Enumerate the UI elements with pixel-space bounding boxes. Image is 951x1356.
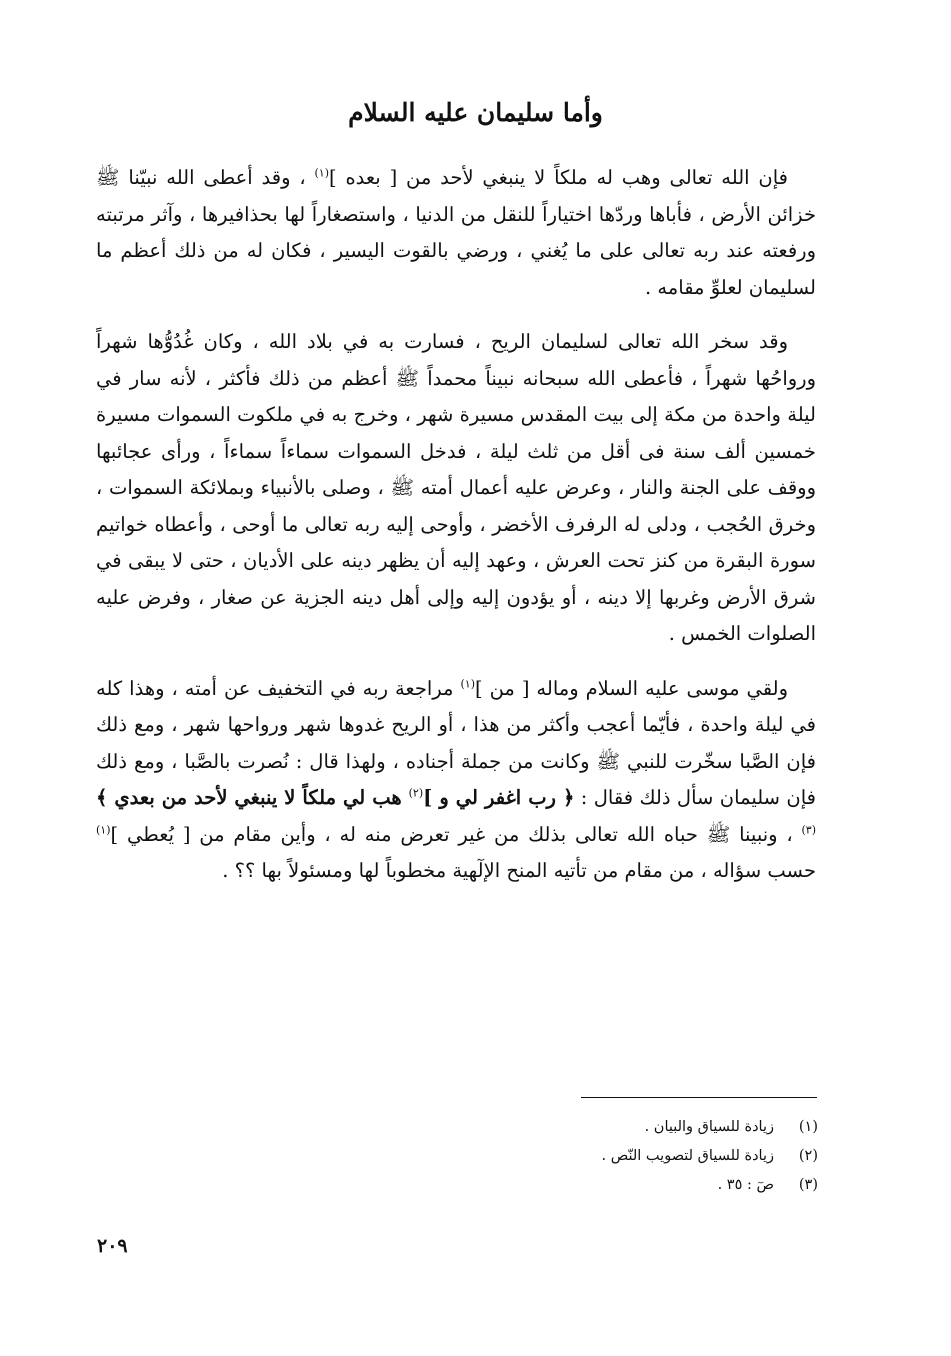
footnote-ref-3: (٣) [801,823,816,836]
footnote-item [420,1142,818,1171]
paragraph-3-part-a: ولقي موسى عليه السلام وماله [ من ] [475,676,789,700]
footnote-ref-2: (٢) [408,786,424,800]
footnote-divider [581,1097,817,1098]
paragraph-3-part-e: ، ونبينا ﷺ حباه الله تعالى بذلك من غير تعرض منه له ، وأين مقام من [ يُعطي ] [110,822,802,846]
paragraph-1-part-b: ، وقد أعطى الله نبيّنا ﷺ خزائن الأرض ، فأباها وردّها اختياراً للنقل من الدنيا ، واستصغاراً لها بحذافيرها ، وآثر مرتبته ورفعته عند ربه تعالى على ما يُغني ، ورضي بالقوت اليسير ، فكان له من ذلك أعظم ما لسليمان لعلوِّ مقامه . [96,166,816,299]
footnote-number: (١) [798,1119,818,1135]
quran-quote-start: ﴿ رب اغفر لي و ] [423,786,575,809]
paragraph-1 [96,160,816,306]
footnote-ref-1: (١) [314,166,329,180]
quran-quote-end: هب لي ملكاً لا ينبغي لأحد من بعدي ﴾ [96,786,409,809]
paragraph-3 [96,671,816,890]
paragraph-3-part-f: حسب سؤاله ، من مقام من تأتيه المنح الإلٓهية مخطوباً لها ومسئولاً بها ؟؟ . [222,859,816,882]
footnote-item [420,1113,818,1142]
footnote-ref-1b: (١) [460,677,475,690]
paragraph-2: وقد سخر الله تعالى لسليمان الريح ، فسارت به في بلاد الله ، وكان غُدُوُّها شهراً ورواحُها شهراً ، فأعطى الله سبحانه نبيناً محمداً ﷺ أعظم من ذلك فأكثر ، لأنه سار في ليلة واحدة من مكة إلى بيت المقدس مسيرة شهر ، وخرج به في ملكوت السموات مسيرة خمسين ألف سنة فى أقل من ثلث ليلة ، فدخل السموات سماءاً سماءاً ، ورأى عجائبها ووقف على الجنة والنار ، وعرض عليه أعمال أمته ﷺ ، وصلى بالأنبياء وبملائكة السموات ، وخرق الحُجب ، ودلى له الرفرف الأخضر ، وأوحى إليه ربه تعالى ما أوحى ، وأعطاه خواتيم سورة البقرة من كنز تحت العرش ، وعهد إليه أن يظهر دينه على الأديان ، حتى لا يبقى في شرق الأرض وغربها إلا دينه ، أو يؤدون إليه وإلى أهل دينه الجزية عن صغار ، وفرض عليه الصلوات الخمس . [96,330,816,645]
paragraph-1-part-a: فإن الله تعالى وهب له ملكاً لا ينبغي لأحد من [ بعده ] [329,166,788,189]
footnote-text: زيادة للسياق لتصويب النّص . [601,1148,774,1164]
footnote-ref-1c: (١) [96,823,111,836]
main-text [96,160,816,908]
footnote-text: زيادة للسياق والبيان . [644,1119,774,1135]
footnote-item [420,1171,818,1200]
footnote-number: (٢) [798,1148,818,1164]
footnote-text: صٓ : ٣٥ . [717,1177,774,1193]
chapter-title: وأما سليمان عليه السلام [348,98,603,127]
page-number: ٢٠٩ [97,1235,128,1257]
paragraph-3-part-b: مراجعة ربه في التخفيف عن أمته ، وهذا كله في ليلة واحدة ، فأيّما أعجب وأكثر من هذا ، أو الريح غدوها شهر ورواحها شهر ، ومع ذلك فإن الصَّبا سخّرت للنبي ﷺ وكانت من جملة أجناده ، ولهذا قال : نُصرت بالصَّبا ، ومع ذلك فإن سليمان سأل ذلك فقال : [96,676,816,809]
footnote-number: (٣) [798,1177,818,1193]
footnotes [420,1113,818,1200]
